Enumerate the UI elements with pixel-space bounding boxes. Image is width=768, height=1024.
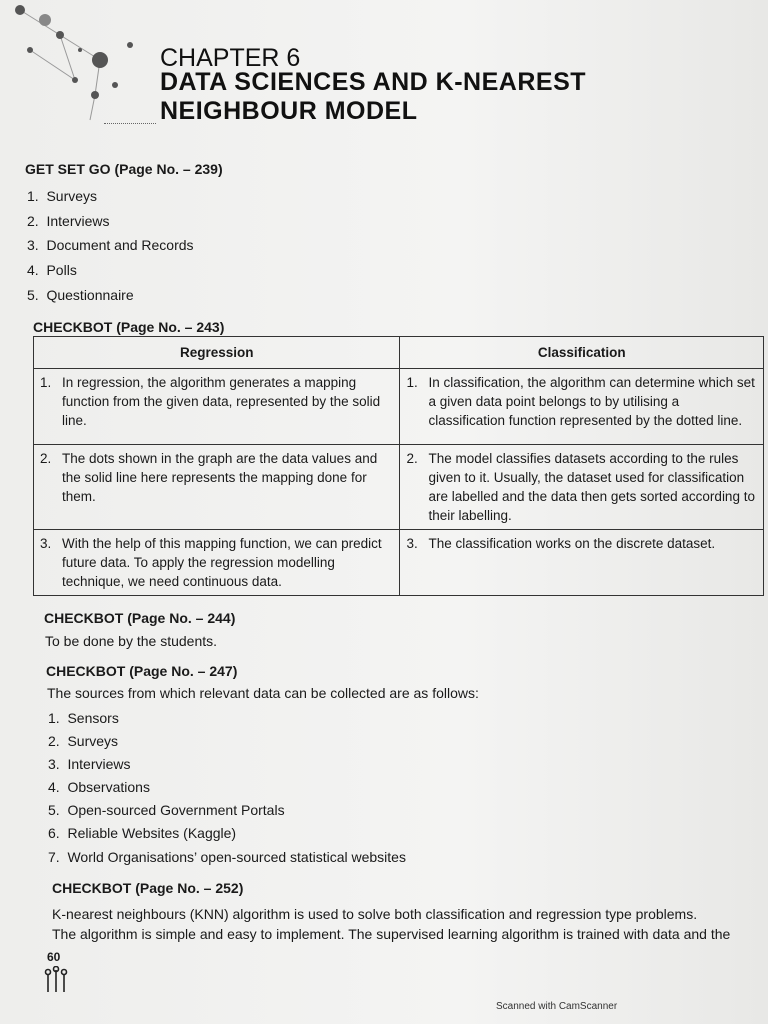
page-number: 60 (47, 950, 61, 964)
checkbot-252-heading: CHECKBOT (Page No. – 252) (52, 880, 244, 896)
list-item: 2. Surveys (48, 733, 119, 749)
circuit-icon (42, 966, 70, 994)
chapter-title-line2: NEIGHBOUR MODEL (160, 97, 418, 125)
checkbot-252-line1: K-nearest neighbours (KNN) algorithm is used to solve both classification and regression type problems. (52, 906, 698, 922)
table-row (34, 530, 764, 596)
checkbot-247-intro: The sources from which relevant data can be collected are as follows: (47, 685, 479, 701)
list-item: 1. Surveys (27, 188, 98, 204)
scanner-watermark: Scanned with CamScanner (496, 1001, 618, 1012)
table-cell: 2. The dots shown in the graph are the data values and the solid line here represents the mapping done for them. (34, 445, 400, 530)
checkbot-252-line2: The algorithm is simple and easy to implement. The supervised learning algorithm is trained with data and the (52, 926, 731, 942)
list-item: 1. Sensors (48, 710, 119, 726)
table-row (34, 445, 764, 530)
checkbot-247-heading: CHECKBOT (Page No. – 247) (46, 663, 238, 679)
table-cell: 2. The model classifies datasets according to the rules given to it. Usually, the dataset used for classification are labelled and the data then gets sorted according to their labelling. (400, 445, 764, 530)
checkbot-244-heading: CHECKBOT (Page No. – 244) (44, 610, 236, 626)
table-cell: 1. In regression, the algorithm generates a mapping function from the given data, represented by the solid line. (34, 369, 400, 445)
list-item: 7. World Organisations’ open-sourced statistical websites (48, 849, 406, 865)
molecule-dots-icon (0, 0, 150, 130)
chapter-title (160, 68, 640, 126)
chapter-title-line1: DATA SCIENCES AND K-NEAREST (160, 68, 587, 96)
list-item: 3. Interviews (48, 756, 131, 772)
list-item: 5. Questionnaire (27, 287, 134, 303)
checkbot-244-text: To be done by the students. (45, 633, 218, 649)
title-divider (104, 123, 156, 124)
column-header-regression: Regression (34, 337, 400, 369)
checkbot-243-heading: CHECKBOT (Page No. – 243) (33, 319, 225, 335)
table-cell: 3. The classification works on the discrete dataset. (400, 530, 764, 596)
list-item: 5. Open-sourced Government Portals (48, 802, 285, 818)
table-header-row (34, 337, 764, 369)
list-item: 6. Reliable Websites (Kaggle) (48, 825, 237, 841)
get-set-go-heading: GET SET GO (Page No. – 239) (25, 161, 223, 177)
chapter-number: CHAPTER 6 (160, 44, 301, 72)
list-item: 4. Observations (48, 779, 150, 795)
list-item: 2. Interviews (27, 213, 110, 229)
table-cell: 3. With the help of this mapping function, we can predict future data. To apply the regression modelling technique, we need continuous data. (34, 530, 400, 596)
table-cell: 1. In classification, the algorithm can determine which set a given data point belongs to by utilising a classification function represented by the dotted line. (400, 369, 764, 445)
regression-classification-table (33, 336, 764, 596)
list-item: 4. Polls (27, 262, 77, 278)
table-row (34, 369, 764, 445)
list-item: 3. Document and Records (27, 237, 194, 253)
column-header-classification: Classification (400, 337, 764, 369)
